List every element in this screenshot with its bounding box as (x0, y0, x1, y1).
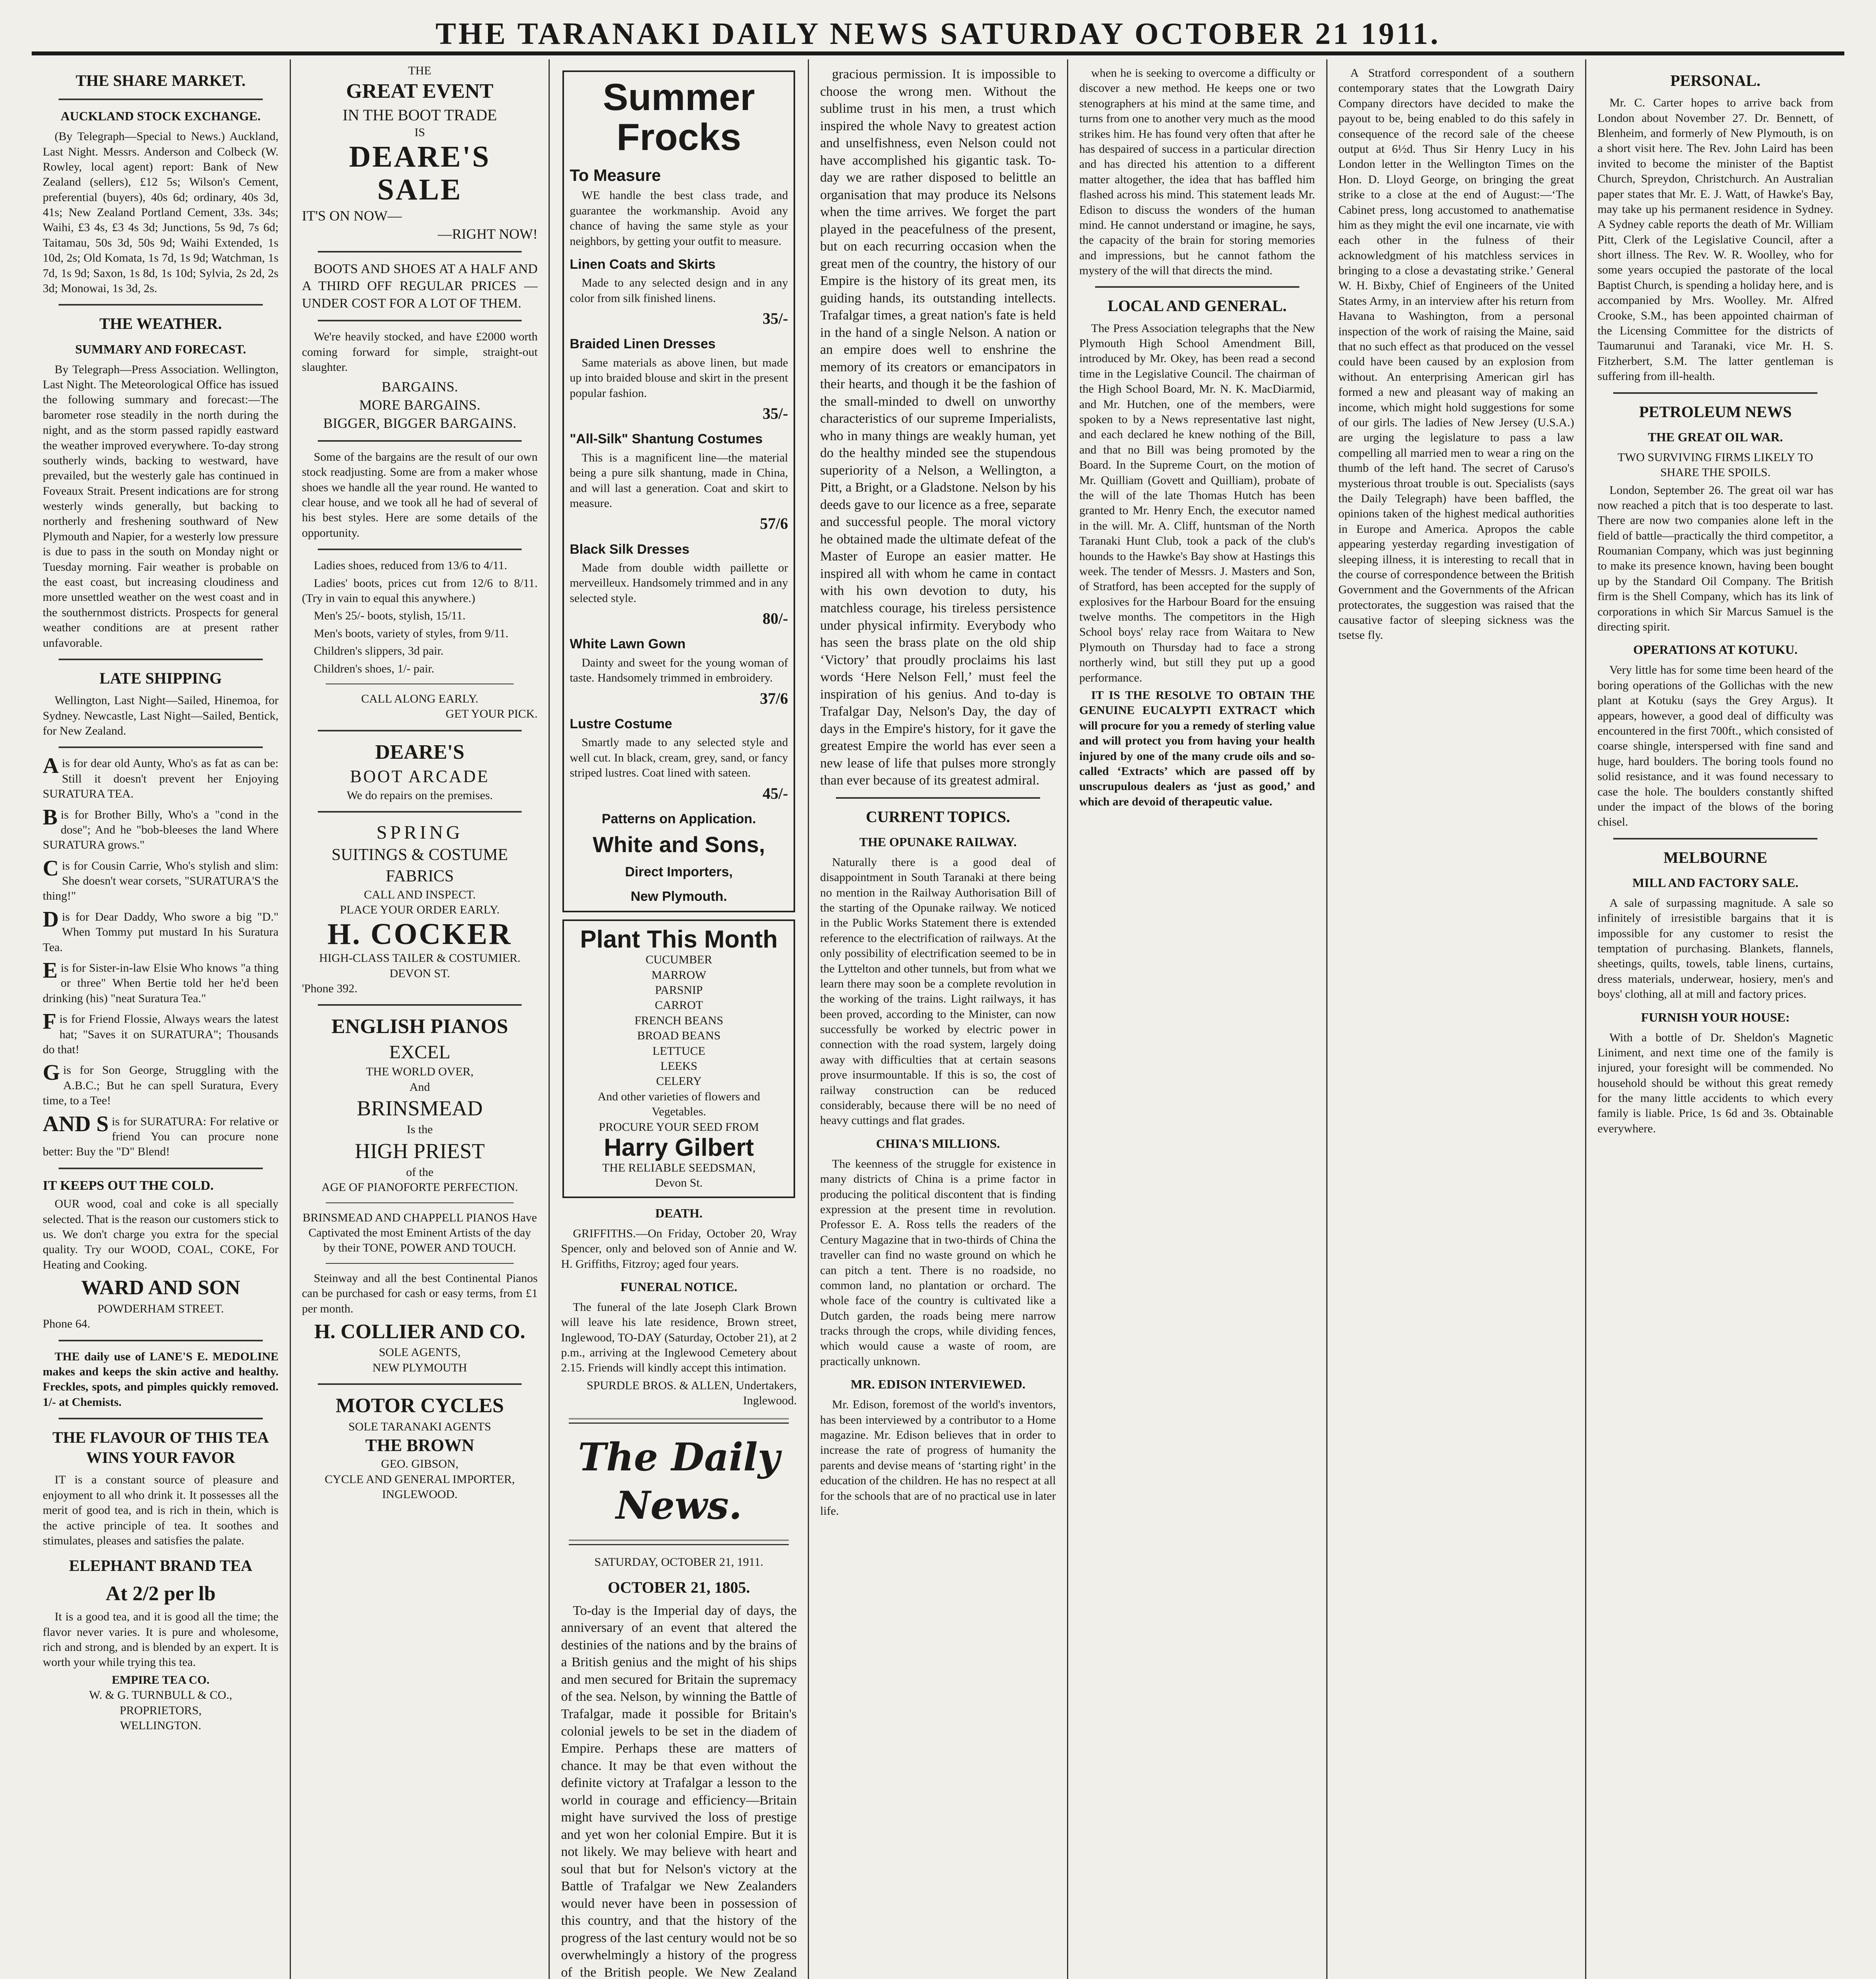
railway-heading: THE OPUNAKE RAILWAY. (859, 834, 1017, 849)
plant-heading: Plant This Month (580, 926, 778, 953)
column-7 (1586, 59, 1844, 1979)
motor-gibson: GEO. GIBSON, (381, 1457, 459, 1471)
rhyme-initial: AND S (43, 1111, 109, 1136)
frock-item-desc: This is a magnificent line—the material being a pure silk shantung, made in China, and will last a generation. Coat and skirt to measure. (570, 451, 788, 510)
date-line: SATURDAY, OCTOBER 21, 1911. (594, 1555, 763, 1569)
great-event-heading: GREAT EVENT (346, 80, 494, 103)
call-early-line: CALL ALONG EARLY. (361, 692, 478, 705)
frock-item-name: "All-Silk" Shantung Costumes (570, 431, 763, 447)
frock-item-name: Black Silk Dresses (570, 541, 689, 557)
frock-item (570, 716, 788, 803)
divider (318, 811, 522, 813)
gilbert-street: Devon St. (655, 1176, 703, 1190)
millions-heading: CHINA'S MILLIONS. (876, 1136, 1000, 1151)
edison-continuation: when he is seeking to overcome a difficulty or discover a new method. He keeps one or two stenographers at his mind at the same time, and turns from one to another very much as the mood strikes him. He has found very often that after he has despaired of success in a particular direction and has directed his attention to a different matter altogether, the idea that has baffled him flashed across his mind. This statement leads Mr. Edison to discuss the wonders of the human mind. He cannot understand or imagine, he says, the capacity of the brain for storing memories and impressions, but he cannot fathom the mystery of the will that directs the mind. (1079, 66, 1315, 277)
divider (59, 1168, 263, 1169)
divider (326, 1263, 514, 1264)
is-label: IS (414, 126, 425, 139)
shipping-text: Wellington, Last Night—Sailed, Hinemoa, for Sydney. Newcastle, Last Night—Sailed, Bentick, for New Zealand. (43, 694, 279, 737)
bargains-detail-text: Some of the bargains are the result of our own stock readjusting. Some are from a maker whose shoes we handle all the year round. He wanted to clear house, and we took all he had of several of his best styles. Here are some details of the opportunity. (302, 450, 538, 539)
general-news-text: A Stratford correspondent of a southern contemporary states that the Lowgrath Dairy Company directors have decided to make the payout to be, being enabled to do this safely in consequence of the record sale of the cheese output at 6½d. Thus Sir Henry Lucy in his London letter in the Wellington Times on the Hon. D. Lloyd George, on bringing the great strike to a close at the end of August:—‘The Cabinet press, long accustomed to anathematise him as they might the evil one incarnate, vie with each other in the fulness of their acknowledgment of his matchless services in bringing to a close a devastating strike.’ General W. H. Bixby, Chief of Engineers of the United States Army, in an interview after his return from Havana to Washington, from a personal inspection of the work of raising the Maine, said that no such effect as that produced on the vessel could have been caused by an explosion from without. An enterprising American girl has formed a new and pleasant way of making an income, which might hold suggestions for some of our girls. The ladies of New Jersey (U.S.A.) are urging the legislature to pass a law compelling all married men to wear a ring on the thumb of the left hand. The secret of Caruso's mysterious throat trouble is out. Specialists (says the Daily Telegraph) have been baffled, the opinions taken of the highest medical authorities in Europe and America. Apropos the cable appearing yesterday regarding investigation of sleeping illness, it is interesting to recall that in the course of correspondence between the British Government and the Governments of the African protectorates, the suggestion was raised that the causative factor of sleeping sickness was the tsetse fly. (1338, 66, 1574, 642)
to-measure-line: To Measure (570, 165, 661, 184)
on-now-line: IT'S ON NOW— (302, 207, 402, 224)
frock-item (570, 431, 788, 534)
divider (569, 1418, 789, 1424)
forecast-text: By Telegraph—Press Association. Wellington, Last Night. The Meteorological Office has issued the following summary and forecast:—The barometer rose steadily in the north during the night, and as the storm passed rapidly eastward the weather improved everywhere. To-day strong southerly winds, backing to westward, have prevailed, but the westerly gale has continued in Foveaux Strait. Present indications are for strong westerly winds generally, but backing to northerly and freshening southward of New Plymouth and Napier, for a westerly low pressure is due to pass in the south on Monday night or Tuesday morning. Fair weather is probable on the east coast, but increasing cloudiness and more unsettled weather on the west coast and in the southernmost districts. Prospects for general weather conditions are at present rather unfavorable. (43, 363, 279, 650)
sale-heading: SALE (377, 173, 462, 207)
is-the-line: Is the (406, 1123, 433, 1136)
empire-tea-town: WELLINGTON. (120, 1719, 201, 1732)
eucalypti-ad-text: IT IS THE RESOLVE TO OBTAIN THE GENUINE EUCALYPTI EXTRACT which will procure for you a remedy of sterling value and will protect you from having your health injured by one of the many crude oils and so-called ‘Extracts’ which are passed off by unscrupulous dealers as ‘just as good,’ and which are devoid of therapeutic value. (1079, 689, 1315, 808)
the-label: THE (408, 64, 431, 77)
rhyme-item (43, 958, 279, 1006)
column-6 (1327, 59, 1587, 1979)
column-2 (291, 59, 550, 1979)
rhyme-item (43, 907, 279, 955)
masthead (32, 16, 1844, 55)
ward-phone: Phone 64. (43, 1317, 90, 1331)
excel-line: EXCEL (389, 1041, 450, 1063)
rhyme-item (43, 756, 279, 801)
furnish-heading: FURNISH YOUR HOUSE: (1641, 1010, 1790, 1024)
motor-brown: THE BROWN (365, 1436, 475, 1455)
bigger-bargains-line: BIGGER, BIGGER BARGAINS. (323, 415, 516, 431)
divider (59, 659, 263, 660)
empire-tea-owner: W. & G. TURNBULL & CO., (89, 1688, 232, 1702)
funeral-text: The funeral of the late Joseph Clark Brown will leave his late residence, Brown street, Inglewood, TO-DAY (Saturday, October 21), at 2 p.m., arriving at the Inglewood Cemetery about 2.15. Friends will kindly accept this intimation. (561, 1300, 797, 1375)
rhyme-item (43, 807, 279, 853)
column-4 (809, 59, 1068, 1979)
steinway-text: Steinway and all the best Continental Pianos can be purchased for cash or easy terms, from £1 per month. (302, 1271, 538, 1315)
divider (318, 1004, 522, 1006)
masthead-title: THE TARANAKI DAILY NEWS SATURDAY OCTOBER 21 1911. (435, 16, 1441, 51)
collier-agents: SOLE AGENTS, (379, 1346, 461, 1359)
divider (318, 549, 522, 550)
inspect-line: CALL AND INSPECT. (364, 888, 476, 901)
frock-item-price: 35/- (762, 310, 788, 328)
newspaper-page (32, 59, 1844, 1979)
lanes-medoline-ad: THE daily use of LANE'S E. MEDOLINE makes and keeps the skin active and healthy. Freckles, spots, and pimples quickly removed. 1/- at Chemists. (43, 1350, 279, 1409)
cocker-heading: H. COCKER (327, 917, 512, 951)
english-pianos-heading: ENGLISH PIANOS (331, 1015, 508, 1038)
divider (59, 1340, 263, 1341)
rhyme-initial: B (43, 805, 58, 830)
motor-sole-agents: SOLE TARANAKI AGENTS (348, 1420, 491, 1433)
suratura-rhymes (43, 756, 279, 1159)
railway-text: Naturally there is a good deal of disappointment in South Taranaki at there being no mention in the Railway Authorisation Bill of the starting of the Opunake railway. We noticed in the Public Works Statement there is extended reference to the electrification of railways. At the only possibility of electrification seemed to be in the Lyttelton and other tunnels, but from what we learn there may soon be a complete revolution in the working of the trains. Light railways, it has been proved, according to the Minister, can now successfully be worked by electric power in connection with the road system, largely doing away with difficulties that at certain seasons prove insurmountable. If this is so, the cost of railway construction can be reduced considerably, because there will be no need of heavy cuttings and flat grades. (820, 855, 1056, 1127)
rhyme-text: is for Sister-in-law Elsie Who knows "a thing or three" When Bertie told her he'd been drinking (his) "neat Suratura Tea." (43, 961, 279, 1005)
editorial-continuation: gracious permission. It is impossible to choose the wrong men. Without the sublime trust in his men, a trust which inspired the whole Navy to greatest action and unselfishness, even Nelson could not have accomplished his gigantic task. To-day we are rather disposed to belittle an organisation that may produce its Nelsons when the time arrives. We forget the part played in the peacefulness of the present, but on each recurring occasion when the great men of the country, the history of our Empire is the history of its great men, its guiding hands, its outstanding intellects. Trafalgar times, a great nation's fate is held in the hand of a single Nelson. A nation or an empire does well to enshrine the memory of its creators or emancipators in their hearts, and though it be the fashion of the small-minded to dwell on unworthy characteristics of our supreme Imperialists, who in many things are weakly human, yet do the healthy minded see the stupendous superiority of a Nelson, a Wellington, a Pitt, a Bright, or a Gladstone. Nelson by his deeds gave to our licence as a free, separate and successful people. The moral victory he obtained made the ultimate defeat of the Master of Europe an easier matter. He inspired all with whom he came in contact with his own devotion to duty, his matchless courage, his tireless persistence under physical infirmity. Everybody who has seen the brass plate on the old ship ‘Victory’ that proudly proclaims his last words ‘Here Nelson Fell,’ must feel the inspiration of his genius. And to-day is Trafalgar Day, Nelson's Day, the day of days in the Empire's history, for it gave the greatest Empire the world has ever seen a new lease of life that pulses more strongly than ever because of its greatest admiral. (820, 67, 1056, 788)
get-pick-line: GET YOUR PICK. (445, 707, 538, 721)
plant-item: LEEKS (660, 1059, 697, 1073)
rhyme-text: is for Brother Billy, Who's a "cond in the dose"; And he "bob-bleeses the land Where SURATURA grows." (43, 808, 279, 852)
melbourne-heading: MELBOURNE (1663, 848, 1768, 866)
funeral-heading: FUNERAL NOTICE. (620, 1279, 737, 1294)
petroleum-heading: PETROLEUM NEWS (1639, 403, 1792, 421)
ladies-boots-line: Ladies' boots, prices cut from 12/6 to 8/11. (Try in vain to equal this anywhere.) (302, 576, 538, 605)
gilbert-subtitle: THE RELIABLE SEEDSMAN, (602, 1161, 756, 1174)
death-heading: DEATH. (655, 1206, 703, 1220)
spring-line: SPRING (376, 822, 463, 843)
frock-item-price: 57/6 (760, 515, 788, 533)
frock-item-name: Linen Coats and Skirts (570, 256, 716, 272)
millions-text: The keenness of the struggle for existence in many districts of China is a prime factor in producing the political discontent that is finding expression at the present time in revolution. Professor E. A. Ross tells the readers of the Century Magazine that in two-thirds of China the traveller can find no waste ground on which he can pitch a tent. There is no roadside, no common land, no plantation or orchard. The whole face of the country is cultivated like a Dutch garden, the roads being mere narrow tracks through the crops, while dividing fences, which would cause a waste of room, are practically unknown. (820, 1157, 1056, 1368)
daily-news-title: The Daily News. (578, 1434, 780, 1528)
repairs-line: We do repairs on the premises. (347, 788, 493, 802)
boot-trade-line: IN THE BOOT TRADE (342, 106, 497, 124)
oct-text: To-day is the Imperial day of days, the anniversary of an event that altered the destinies of the nations and by the brains of a British genius and the might of his ships and men secured for Britain the supremacy of the sea. Nelson, by winning the Battle of Trafalgar, made it possible for Britain's colonial jewels to be set in the diadem of Empire. Perhaps these are matters of chance. It may be that even without the definite victory at Trafalgar a lesson to the world in courage and efficiency—Britain might have survived the loss of prestige and yet won her colonial Empire. But it is not likely. We may believe with heart and soul that but for Nelson's victory at the Battle of Trafalgar we New Zealanders would never have been in possession of this country, and that the history of the progress of the last century would not be so overwhelmingly a history of the progress of the British people. We New Zealand (561, 1603, 797, 1979)
frock-item-price: 37/6 (760, 689, 788, 707)
flavour-heading: THE FLAVOUR OF THIS TEA WINS YOUR FAVOR (52, 1428, 269, 1467)
bargains-line: BARGAINS. (382, 378, 458, 395)
edison-heading: MR. EDISON INTERVIEWED. (851, 1377, 1025, 1392)
local-general-text: The Press Association telegraphs that the New Plymouth High School Amendment Bill, introduced by Mr. Okey, has been read a second time in the Legislative Council. The chairman of the High School Board, Mr. N. K. MacDiarmid, and Mr. Hutchen, one of the members, were spoken to by a News representative last night, and each declared he knew nothing of the Bill, and that no Bill was being promoted by the Board. In the Supreme Court, on the motion of Mr. Quilliam (Govett and Quilliam), probate of the will of the late Thomas Hutch has been granted to Mr. Henry Ench, the executor named in the will. Mr. A. Cliff, huntsman of the North Taranaki Hunt Club, took a pack of the club's hounds to the Hawke's Bay show at Hastings this week. The tender of Messrs. J. Masters and Son, of Stratford, has been accepted for the supply of explosives for the Harbour Board for the ensuing twelve months. The competitors in the High School boys' relay race from Waitara to New Plymouth on Thursday had to face a strong northerly wind, but still they put up a good performance. (1079, 321, 1315, 684)
rhyme-initial: F (43, 1009, 57, 1034)
frock-item-price: 80/- (762, 610, 788, 628)
motor-town: INGLEWOOD. (382, 1488, 458, 1501)
plant-item: LETTUCE (652, 1044, 705, 1058)
divider (1613, 392, 1817, 394)
rhyme-text: is for dear old Aunty, Who's as fat as can be: Still it doesn't prevent her Enjoying SURATURA TEA. (43, 757, 279, 801)
frock-item-desc: Smartly made to any selected style and well cut. In black, cream, grey, sand, or fancy striped lustres. Coat lined with sateen. (570, 736, 788, 780)
plant-ad (562, 919, 795, 1198)
frock-item-desc: Made from double width paillette or merveilleux. Handsomely trimmed and in any selected style. (570, 561, 788, 605)
coal-ad-text: OUR wood, coal and coke is all specially selected. That is the reason our customers stick to us. We don't charge you extra for the special quality. Try our WOOD, COAL, COKE, For Heating and Cooking. (43, 1197, 279, 1271)
local-general-heading: LOCAL AND GENERAL. (1107, 297, 1287, 315)
suitings-line: SUITINGS & COSTUME (331, 846, 508, 864)
childrens-slippers-line: Children's slippers, 3d pair. (313, 644, 444, 658)
of-the-line: of the (406, 1165, 434, 1179)
rhyme-text: is for Cousin Carrie, Who's stylish and slim: She doesn't wear corsets, "SURATURA'S the thing!" (43, 859, 279, 903)
stock-text: We're heavily stocked, and have £2000 worth coming forward for simple, straight-out slaughter. (302, 330, 538, 374)
frock-item-price: 45/- (762, 784, 788, 802)
ward-address: POWDERHAM STREET. (97, 1302, 224, 1315)
forecast-heading: SUMMARY AND FORECAST. (75, 342, 246, 356)
plant-list (570, 952, 788, 1089)
frocks-intro: WE handle the best class trade, and guarantee the workmanship. Avoid any chance of having the same style as your neighbors, by getting your outfit to measure. (570, 189, 788, 248)
world-over-line: THE WORLD OVER, (366, 1065, 474, 1079)
frock-item (570, 636, 788, 708)
furnish-text: With a bottle of Dr. Sheldon's Magnetic Liniment, and next time one of the family is injured, your foresight will be commended. No household should be without this great remedy for the many little accidents to which every family is liable. Price, 1s 6d and 3s. Obtainable everywhere. (1597, 1031, 1834, 1135)
frock-item-desc: Same materials as above linen, but made up into braided blouse and skirt in the present popular fashion. (570, 356, 788, 400)
rhyme-initial: A (43, 754, 59, 779)
place-order-line: PLACE YOUR ORDER EARLY. (340, 903, 500, 917)
cocker-phone: 'Phone 392. (302, 982, 358, 995)
divider (318, 730, 522, 731)
high-priest-line: HIGH PRIEST (355, 1139, 485, 1163)
and-line: And (409, 1080, 430, 1094)
divider (59, 99, 263, 100)
rhyme-text: is for Son George, Struggling with the A.B.C.; But he can spell Suratura, Every time, to a Tee! (43, 1064, 279, 1107)
plant-item: CUCUMBER (646, 953, 712, 967)
divider (59, 746, 263, 748)
oil-war-heading: THE GREAT OIL WAR. (1648, 429, 1783, 444)
empire-tea-name: EMPIRE TEA CO. (112, 1673, 210, 1687)
rhyme-initial: G (43, 1060, 60, 1085)
column-5 (1068, 59, 1327, 1979)
ward-and-son-name: WARD AND SON (81, 1276, 240, 1299)
divider (1613, 838, 1817, 839)
plant-item: CELERY (656, 1075, 702, 1088)
plant-other: And other varieties of flowers and Vegetables. (597, 1090, 760, 1119)
coal-side-text: IT KEEPS OUT THE COLD. (43, 1178, 214, 1193)
frock-item (570, 541, 788, 629)
elephant-brand-heading: ELEPHANT BRAND TEA (69, 1557, 253, 1575)
shipping-heading: LATE SHIPPING (99, 669, 222, 687)
funeral-sign: SPURDLE BROS. & ALLEN, Undertakers, Inglewood. (587, 1379, 797, 1407)
rhyme-initial: D (43, 907, 59, 932)
share-market-heading: THE SHARE MARKET. (76, 72, 246, 89)
boot-arcade-line: BOOT ARCADE (350, 767, 490, 786)
personal-heading: PERSONAL. (1670, 72, 1761, 89)
empire-tea-proprietors: PROPRIETORS, (120, 1704, 202, 1717)
flavour-text: IT is a constant source of pleasure and enjoyment to all who drink it. It possesses all the merit of good tea, and is rich in thein, which is the active principle of tea. It soothes and stimulates, pleases and satisfies the palate. (43, 1473, 279, 1548)
gilbert-name: Harry Gilbert (604, 1134, 754, 1161)
frock-item-desc: Made to any selected design and in any color from silk finished linens. (570, 276, 788, 305)
edison-text: Mr. Edison, foremost of the world's inventors, has been interviewed by a contributor to a Home magazine. Mr. Edison believes that in order to increase the rate of progress of humanity the parents and devise means of ‘starting right’ in the education of the children. He has no respect at all for the schools that are of no practical use in later life. (820, 1398, 1056, 1517)
mens-variety-line: Men's boots, variety of styles, from 9/11. (313, 627, 509, 640)
fabrics-line: FABRICS (385, 867, 454, 886)
deares-heading: DEARE'S (349, 140, 491, 173)
divider (318, 440, 522, 442)
personal-text: Mr. C. Carter hopes to arrive back from London about November 27. Dr. Bennett, of Blenheim, and formerly of New Plymouth, is on a short visit here. The Rev. John Laird has been invited to become the minister of the Baptist Church, Spreydon, Christchurch. An Australian paper states that Mr. E. J. Watt, of Hawke's Bay, may take up his permanent residence in Sydney. A Sydney cable reports the death of Mr. William Pitt, Clerk of the Legislative Council, after a short illness. The Rev. W. R. Woolley, who for some years occupied the pastorate of the local Baptist Church, is spending a holiday here, and is accompanied by Mrs. Woolley. Mr. Alfred Crooke, S.M., has been appointed chairman of the Licensing Committee for the districts of Taumarunui and Taranaki, vice Mr. H. S. Fitzherbert, S.M. The latter gentleman is suffering from ill-health. (1597, 96, 1834, 383)
rhyme-text: is for SURATURA: For relative or friend You can procure none better: Buy the "D" Blend! (43, 1115, 279, 1159)
summer-heading: Summer (603, 76, 755, 118)
rhyme-text: is for Friend Flossie, Always wears the latest hat; "Saves it on SURATURA"; Thousands do that! (43, 1012, 279, 1056)
topics-heading: CURRENT TOPICS. (866, 807, 1010, 826)
frock-item-name: Lustre Costume (570, 716, 672, 731)
weather-heading: THE WEATHER. (99, 315, 222, 333)
kotuku-text: Very little has for some time been heard of the boring operations of the Gollichas with the new plant at Kotuku (says the Grey Argus). It appears, however, a good deal of difficulty was encountered in the first 700ft., which consisted of coarse shingle, interspersed with fine sand and huge, hard boulders. The boring tools found no solid resistance, and it was found necessary to case the hole. The boulders constantly shifted under the impact of the blows of the boring chisel. (1597, 663, 1834, 829)
plant-item: CARROT (655, 999, 703, 1012)
motor-dealer: CYCLE AND GENERAL IMPORTER, (325, 1472, 515, 1486)
oil-war-text: London, September 26. The great oil war has now reached a pitch that is too desperate to last. There are now two companies alone left in the field of battle—practically the third competitor, a Roumanian Company, which was just beginning to make its presence known, having been bought up by the Standard Oil Company. The British firm is the Shell Company, which has its link of corporations in which Sir Marcus Samuel is the directing spirit. (1597, 483, 1834, 634)
deares-arcade-name: DEARE'S (375, 741, 465, 763)
rhyme-item (43, 1060, 279, 1108)
right-now-line: —RIGHT NOW! (438, 226, 538, 242)
brinsmead-chappell-text: BRINSMEAD AND CHAPPELL PIANOS Have Captivated the most Eminent Artists of the day by their TONE, POWER AND TOUCH. (302, 1211, 537, 1255)
exchange-text: (By Telegraph—Special to News.) Auckland, Last Night. Messrs. Anderson and Colbeck (W. Rowley, local agent) report: Bank of New Zealand (sellers), £12 5s; Wilson's Cement, preferential (buyers), 40s 6d; ordinary, 40s 3d, 41s; New Zealand Portland Cement, 33s. 34s; Waihi, £3 4s, £3 4s 3d; Junctions, 5s 9d, 7s 6d; Taitamau, 50s 3d, 50s 9d; Waihi Extended, 1s 10d, 2s; Old Komata, 1s 7d, 1s 9d; Watchman, 1s 7d, 1s 9d; Saxon, 1s 8d, 1s 10d; Sylvia, 2s 2d, 2s 3d; Monowai, 1s 3d, 2s. (43, 130, 279, 295)
mill-factory-text: A sale of surpassing magnitude. A sale so infinitely of irresistible bargains that it is impossible for any customer to resist the temptation of purchasing. Blankets, flannels, sheetings, quilts, towels, table linens, curtains, dress materials, underwear, hosiery, men's and boys' clothing, all at mill and factory prices. (1597, 896, 1834, 1001)
divider (318, 1383, 522, 1385)
mill-factory-heading: MILL AND FACTORY SALE. (1632, 875, 1799, 890)
frock-item-price: 35/- (762, 405, 788, 423)
divider (1095, 286, 1299, 288)
plant-item: BROAD BEANS (637, 1029, 721, 1043)
patterns-line: Patterns on Application. (602, 811, 756, 826)
boots-line: BOOTS AND SHOES AT A HALF AND A THIRD OFF REGULAR PRICES — UNDER COST FOR A LOT OF THEM. (302, 261, 538, 311)
brinsmead-line: BRINSMEAD (357, 1096, 483, 1121)
white-sons-town: New Plymouth. (630, 889, 727, 904)
white-sons-name: White and Sons, (592, 832, 765, 857)
divider (318, 251, 522, 253)
plant-item: MARROW (651, 968, 706, 982)
oil-war-subheading: TWO SURVIVING FIRMS LIKELY TO SHARE THE SPOILS. (1618, 450, 1813, 479)
procure-line: PROCURE YOUR SEED FROM (598, 1120, 759, 1134)
plant-item: FRENCH BEANS (634, 1014, 723, 1027)
rhyme-item (43, 1111, 279, 1160)
divider (59, 304, 263, 306)
divider (318, 320, 522, 321)
rhyme-item (43, 858, 279, 904)
divider (836, 797, 1040, 799)
frock-item-name: White Lawn Gown (570, 636, 686, 652)
divider (326, 1202, 514, 1203)
column-3 (550, 59, 809, 1979)
summer-frocks-ad (562, 70, 795, 912)
elephant-text: It is a good tea, and it is good all the time; the flavor never varies. It is pure and wholesome, rich and strong, and is blended by an expert. It is worth your while trying this tea. (43, 1610, 279, 1669)
rhyme-text: is for Dear Daddy, Who swore a big "D." When Tommy put mustard In his Suratura Tea. (43, 910, 279, 954)
motor-cycles-heading: MOTOR CYCLES (335, 1394, 504, 1417)
rhyme-initial: E (43, 958, 58, 983)
mens-boots-line: Men's 25/- boots, stylish, 15/11. (313, 609, 466, 623)
rhyme-initial: C (43, 856, 59, 881)
kotuku-heading: OPERATIONS AT KOTUKU. (1633, 642, 1798, 657)
divider (569, 1540, 789, 1545)
elephant-price: At 2/2 per lb (105, 1582, 216, 1605)
frocks-heading: Frocks (616, 116, 741, 158)
more-bargains-line: MORE BARGAINS. (359, 397, 480, 413)
collier-heading: H. COLLIER AND CO. (314, 1320, 526, 1343)
direct-importers: Direct Importers, (625, 864, 733, 880)
death-text: GRIFFITHS.—On Friday, October 20, Wray Spencer, only and beloved son of Annie and W. H. Griffiths, Fitzroy; aged four years. (561, 1227, 797, 1271)
frock-item-name: Braided Linen Dresses (570, 336, 716, 352)
oct-heading: OCTOBER 21, 1805. (608, 1578, 750, 1596)
divider (59, 1418, 263, 1419)
column-1 (32, 59, 291, 1979)
rhyme-item (43, 1009, 279, 1057)
plant-item: PARSNIP (655, 983, 703, 997)
frock-item (570, 336, 788, 424)
exchange-heading: AUCKLAND STOCK EXCHANGE. (61, 109, 261, 123)
frock-item-desc: Dainty and sweet for the young woman of taste. Handsomely trimmed in embroidery. (570, 656, 788, 685)
ladies-shoes-line: Ladies shoes, reduced from 13/6 to 4/11. (313, 559, 507, 572)
collier-town: NEW PLYMOUTH (372, 1361, 467, 1374)
childrens-shoes-line: Children's shoes, 1/- pair. (313, 662, 435, 675)
cocker-subtitle: HIGH-CLASS TAILER & COSTUMIER. DEVON ST. (319, 952, 520, 980)
age-line: AGE OF PIANOFORTE PERFECTION. (321, 1181, 518, 1194)
frock-item (570, 256, 788, 329)
